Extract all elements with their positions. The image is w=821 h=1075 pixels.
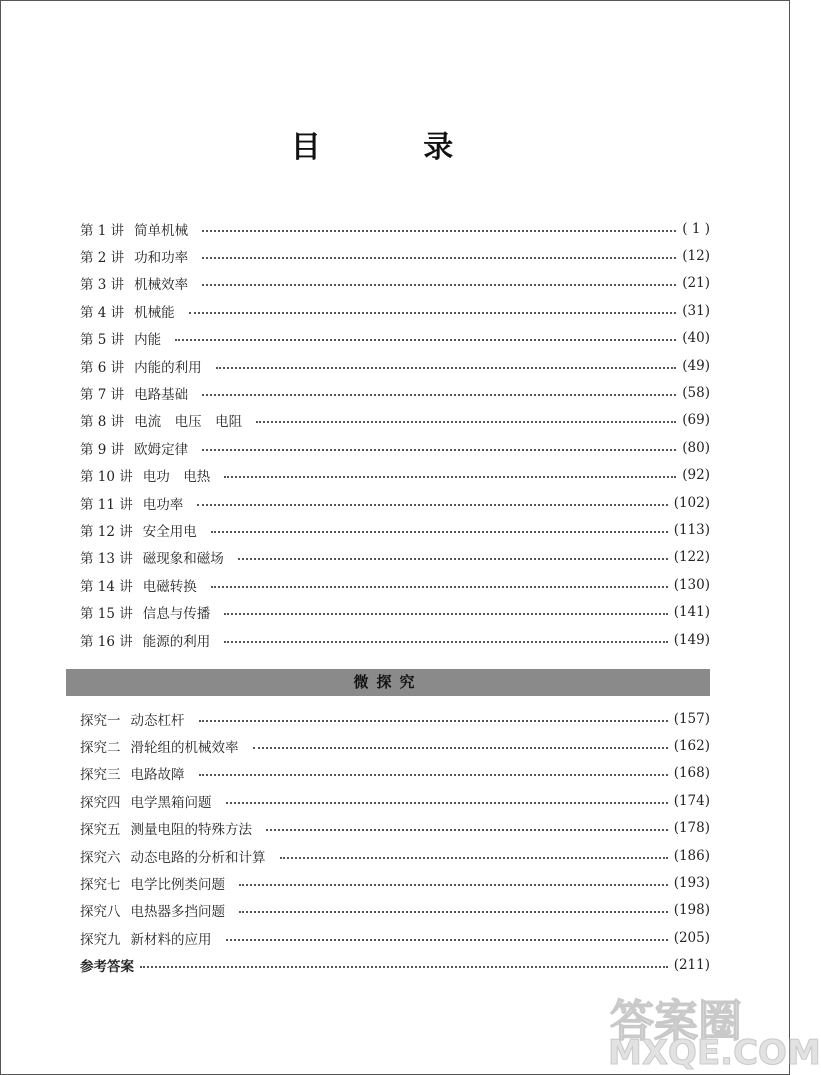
leader-dots <box>199 720 668 722</box>
page-number: (178) <box>673 820 710 837</box>
chapter-name: 功和功率 <box>134 250 189 267</box>
leader-dots <box>224 476 676 478</box>
toc-row[interactable] <box>80 869 710 896</box>
exploration-name: 动态杠杆 <box>130 712 185 729</box>
page-number: (141) <box>673 604 710 621</box>
page-number: (198) <box>673 902 710 919</box>
chapter-name: 电磁转换 <box>142 578 197 595</box>
toc-row[interactable] <box>80 544 710 571</box>
exploration-name: 滑轮组的机械效率 <box>130 740 239 757</box>
watermark-text: 答案圈 <box>610 996 742 1047</box>
watermark-url: MXQE.COM <box>608 1033 821 1073</box>
page-number: (21) <box>682 275 710 292</box>
toc-row[interactable] <box>80 598 710 625</box>
page-number: (102) <box>673 494 710 511</box>
chapter-number: 第 16 讲 <box>80 633 133 650</box>
toc-row[interactable] <box>80 705 710 732</box>
leader-dots <box>238 558 668 560</box>
exploration-name: 动态电路的分析和计算 <box>130 849 266 866</box>
page-number: (69) <box>682 412 710 429</box>
chapter-number: 第 1 讲 <box>80 222 125 239</box>
toc-row[interactable] <box>80 434 710 461</box>
page-number: (92) <box>682 467 710 484</box>
exploration-number: 探究九 <box>80 931 121 948</box>
page-number: (174) <box>673 792 710 809</box>
chapter-number: 第 13 讲 <box>80 551 133 568</box>
leader-dots <box>253 747 668 749</box>
chapter-name: 能源的利用 <box>142 633 211 650</box>
chapter-number: 第 14 讲 <box>80 578 133 595</box>
exploration-number: 探究六 <box>80 849 121 866</box>
exploration-name: 电学比例类问题 <box>130 877 225 894</box>
chapter-number: 第 12 讲 <box>80 523 133 540</box>
toc-row[interactable] <box>80 516 710 543</box>
chapter-number: 第 2 讲 <box>80 250 125 267</box>
page-number: (186) <box>673 847 710 864</box>
leader-dots <box>266 829 668 831</box>
page-number: (157) <box>673 710 710 727</box>
leader-dots <box>224 613 667 615</box>
exploration-number: 探究七 <box>80 877 121 894</box>
chapter-name: 机械效率 <box>134 277 189 294</box>
toc-row[interactable] <box>80 352 710 379</box>
page-number: (113) <box>673 521 710 538</box>
toc-row[interactable] <box>80 489 710 516</box>
toc-row[interactable] <box>80 379 710 406</box>
leader-dots <box>202 257 676 259</box>
toc-row[interactable] <box>80 242 710 269</box>
chapter-name: 电路基础 <box>134 387 189 404</box>
section-heading-bar: 微探究 <box>66 669 710 696</box>
chapter-name: 机械能 <box>134 304 175 321</box>
leader-dots <box>280 857 668 859</box>
exploration-name: 电学黑箱问题 <box>130 794 212 811</box>
chapter-list <box>80 215 710 653</box>
leader-dots <box>202 230 676 232</box>
toc-row-answers[interactable] <box>80 952 710 979</box>
chapter-name: 欧姆定律 <box>134 441 189 458</box>
chapter-number: 第 5 讲 <box>80 332 125 349</box>
chapter-name: 简单机械 <box>134 222 189 239</box>
toc-row[interactable] <box>80 215 710 242</box>
page-number: (80) <box>682 439 710 456</box>
leader-dots <box>216 367 677 369</box>
chapter-number: 第 4 讲 <box>80 304 125 321</box>
exploration-number: 探究五 <box>80 822 121 839</box>
exploration-number: 探究八 <box>80 904 121 921</box>
exploration-number: 探究二 <box>80 740 121 757</box>
toc-row[interactable] <box>80 897 710 924</box>
exploration-name: 电路故障 <box>130 767 185 784</box>
chapter-name: 信息与传播 <box>142 606 211 623</box>
exploration-number: 探究三 <box>80 767 121 784</box>
leader-dots <box>175 339 676 341</box>
page-title: 目 录 <box>290 130 500 165</box>
toc-row[interactable] <box>80 571 710 598</box>
page-number: (193) <box>673 875 710 892</box>
toc-row[interactable] <box>80 760 710 787</box>
leader-dots <box>226 802 668 804</box>
chapter-name: 电功 电热 <box>142 469 211 486</box>
leader-dots <box>239 884 668 886</box>
page-number: (49) <box>682 357 710 374</box>
leader-dots <box>189 312 677 314</box>
chapter-number: 第 10 讲 <box>80 469 133 486</box>
toc-row[interactable] <box>80 842 710 869</box>
toc-row[interactable] <box>80 626 710 653</box>
chapter-number: 第 8 讲 <box>80 414 125 431</box>
chapter-number: 第 9 讲 <box>80 441 125 458</box>
toc-row[interactable] <box>80 462 710 489</box>
exploration-name: 电热器多挡问题 <box>130 904 225 921</box>
page-number: ( 1 ) <box>682 220 710 237</box>
exploration-number: 探究一 <box>80 712 121 729</box>
leader-dots <box>199 774 668 776</box>
page-number: (211) <box>673 957 710 974</box>
toc-row[interactable] <box>80 407 710 434</box>
answers-label: 参考答案 <box>80 959 134 976</box>
leader-dots <box>256 421 676 423</box>
page-number: (168) <box>673 765 710 782</box>
chapter-number: 第 7 讲 <box>80 387 125 404</box>
chapter-name: 内能 <box>134 332 162 349</box>
exploration-number: 探究四 <box>80 794 121 811</box>
page-number: (205) <box>673 929 710 946</box>
page-number: (122) <box>673 549 710 566</box>
chapter-name: 电流 电压 电阻 <box>134 414 243 431</box>
toc-row[interactable] <box>80 924 710 951</box>
exploration-name: 新材料的应用 <box>130 931 212 948</box>
leader-dots <box>202 284 676 286</box>
toc-row[interactable] <box>80 270 710 297</box>
chapter-name: 电功率 <box>142 496 184 513</box>
chapter-number: 第 6 讲 <box>80 359 125 376</box>
page-number: (162) <box>673 738 710 755</box>
leader-dots <box>226 939 668 941</box>
toc-row[interactable] <box>80 732 710 759</box>
chapter-name: 磁现象和磁场 <box>142 551 224 568</box>
page-number: (130) <box>673 576 710 593</box>
page-number: (149) <box>673 631 710 648</box>
chapter-name: 内能的利用 <box>134 359 202 376</box>
toc-row[interactable] <box>80 815 710 842</box>
leader-dots <box>211 586 668 588</box>
leader-dots <box>239 911 668 913</box>
toc-row[interactable] <box>80 787 710 814</box>
page-number: (40) <box>682 330 710 347</box>
leader-dots <box>202 449 676 451</box>
leader-dots <box>197 504 667 506</box>
leader-dots <box>211 531 668 533</box>
leader-dots <box>140 966 668 968</box>
chapter-number: 第 15 讲 <box>80 606 133 623</box>
watermark-logo <box>598 985 821 1073</box>
page-number: (58) <box>682 385 710 402</box>
chapter-number: 第 3 讲 <box>80 277 125 294</box>
exploration-list <box>80 705 710 979</box>
toc-row[interactable] <box>80 297 710 324</box>
page-number: (12) <box>682 248 710 265</box>
leader-dots <box>202 394 676 396</box>
chapter-name: 安全用电 <box>142 523 197 540</box>
exploration-name: 测量电阻的特殊方法 <box>130 822 252 839</box>
page-number: (31) <box>682 302 710 319</box>
toc-row[interactable] <box>80 325 710 352</box>
chapter-number: 第 11 讲 <box>80 496 133 513</box>
leader-dots <box>224 641 667 643</box>
